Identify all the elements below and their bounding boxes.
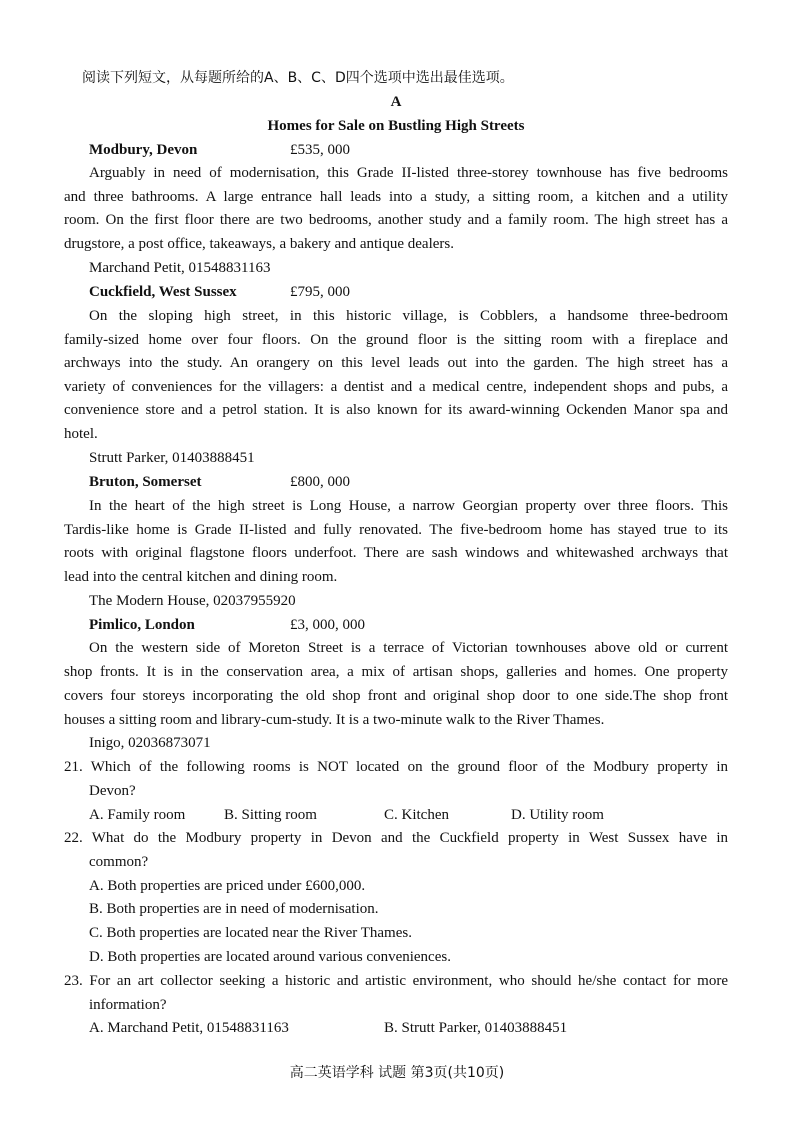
answer-option: A. Marchand Petit, 01548831163 bbox=[89, 1020, 289, 1036]
question-stem: 23. For an art collector seeking a historic and artistic environment, who should he/she contact for more bbox=[64, 973, 728, 989]
answer-option: D. Both properties are located around various conveniences. bbox=[89, 949, 451, 965]
listing-location: Modbury, Devon bbox=[89, 142, 198, 158]
answer-option: B. Strutt Parker, 01403888451 bbox=[384, 1020, 568, 1036]
listing-text-line: covers four storeys incorporating the old shop front and original shop door to one side.The shop front bbox=[64, 688, 728, 704]
question-stem: Devon? bbox=[89, 783, 136, 799]
listing-agent: The Modern House, 02037955920 bbox=[89, 593, 296, 609]
section-letter: A bbox=[390, 94, 402, 110]
listing-text-line: variety of conveniences for the villagers: a dentist and a medical centre, independent shops and pubs, a bbox=[64, 379, 728, 395]
question-stem: 21. Which of the following rooms is NOT located on the ground floor of the Modbury property in bbox=[64, 759, 728, 775]
answer-option: D. Utility room bbox=[511, 807, 604, 823]
listing-text-line: In the heart of the high street is Long House, a narrow Georgian property over three floors. This bbox=[89, 498, 728, 514]
listing-text-line: family-sized home over four floors. On the ground floor is the sitting room with a fireplace and bbox=[64, 332, 728, 348]
answer-option: A. Both properties are priced under £600,000. bbox=[89, 878, 366, 894]
listing-text-line: Tardis-like home is Grade II-listed and fully renovated. The five-bedroom home has stayed true to its bbox=[64, 522, 728, 538]
listing-text-line: hotel. bbox=[64, 426, 98, 442]
listing-price: £535, 000 bbox=[290, 142, 350, 158]
listing-text-line: houses a sitting room and library-cum-study. It is a two-minute walk to the River Thames. bbox=[64, 712, 605, 728]
listing-text-line: Arguably in need of modernisation, this Grade II-listed three-storey townhouse has five bedrooms bbox=[89, 165, 728, 181]
listing-text-line: and three bathrooms. A large entrance hall leads into a study, a sitting room, a kitchen and a utility bbox=[64, 189, 728, 205]
answer-option: A. Family room bbox=[89, 807, 186, 823]
listing-text-line: roots with original flagstone floors underfoot. There are sash windows and whitewashed archways that bbox=[64, 545, 728, 561]
listing-price: £795, 000 bbox=[290, 284, 350, 300]
listing-location: Cuckfield, West Sussex bbox=[89, 284, 237, 300]
listing-text-line: drugstore, a post office, takeaways, a bakery and antique dealers. bbox=[64, 236, 454, 252]
listing-location: Bruton, Somerset bbox=[89, 474, 202, 490]
listing-price: £3, 000, 000 bbox=[290, 617, 365, 633]
listing-price: £800, 000 bbox=[290, 474, 350, 490]
listing-agent: Strutt Parker, 01403888451 bbox=[89, 450, 255, 466]
answer-option: B. Both properties are in need of modernisation. bbox=[89, 901, 379, 917]
listing-text-line: room. On the first floor there are two bedrooms, another study and a family room. The high street has a bbox=[64, 212, 728, 228]
answer-option: B. Sitting room bbox=[224, 807, 317, 823]
instruction: 阅读下列短文，从每题所给的A、B、C、D四个选项中选出最佳选项。 bbox=[82, 70, 514, 86]
passage-title: Homes for Sale on Bustling High Streets bbox=[267, 118, 525, 134]
answer-option: C. Both properties are located near the River Thames. bbox=[89, 925, 412, 941]
listing-text-line: On the sloping high street, in this historic village, is Cobblers, a handsome three-bedroom bbox=[89, 308, 728, 324]
listing-agent: Marchand Petit, 01548831163 bbox=[89, 260, 271, 276]
listing-text-line: shop fronts. It is in the conservation area, a mix of artisan shops, galleries and homes. One property bbox=[64, 664, 728, 680]
answer-option: C. Kitchen bbox=[384, 807, 449, 823]
listing-text-line: archways into the study. An orangery on this level leads out into the garden. The high street has a bbox=[64, 355, 728, 371]
question-stem: common? bbox=[89, 854, 149, 870]
listing-agent: Inigo, 02036873071 bbox=[89, 735, 211, 751]
question-stem: information? bbox=[89, 997, 167, 1013]
listing-location: Pimlico, London bbox=[89, 617, 195, 633]
listing-text-line: On the western side of Moreton Street is a terrace of Victorian townhouses above old or current bbox=[89, 640, 728, 656]
listing-text-line: lead into the central kitchen and dining room. bbox=[64, 569, 338, 585]
listing-text-line: convenience store and a petrol station. It is also known for its award-winning Ockenden Manor spa and bbox=[64, 402, 728, 418]
question-stem: 22. What do the Modbury property in Devon and the Cuckfield property in West Sussex have in bbox=[64, 830, 728, 846]
page-footer: 高二英语学科 试题 第3页(共10页) bbox=[289, 1065, 505, 1081]
